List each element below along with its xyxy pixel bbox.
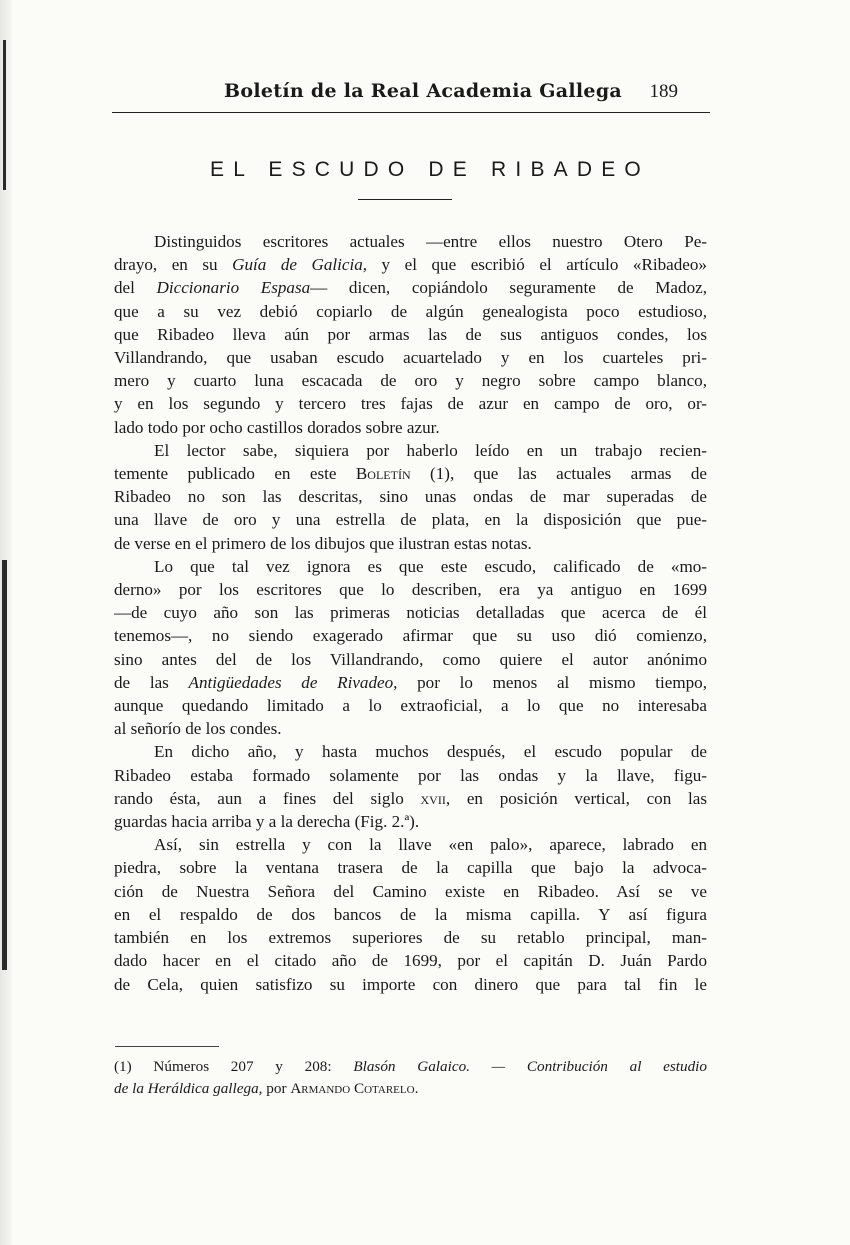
text-run: también en los extremos superiores de su retablo principal, man- xyxy=(114,928,707,948)
text-run: temente publicado en este xyxy=(114,464,356,484)
paragraph-line xyxy=(114,346,707,369)
text-run: de verse en el primero de los dibujos que ilustran estas notas. xyxy=(114,533,532,553)
text-run: de Cela, quien satisfizo su importe con dinero que para tal fin le xyxy=(114,974,707,994)
text-run: de las xyxy=(114,672,189,692)
paragraph-line xyxy=(114,485,707,508)
paragraph-line xyxy=(114,253,707,276)
text-run: (1), que las actuales armas de xyxy=(410,464,707,484)
paragraph-line xyxy=(114,880,707,903)
paragraph-line xyxy=(114,903,707,926)
paragraph-line xyxy=(114,532,707,555)
footnotes xyxy=(114,1056,707,1100)
text-run: sino antes del de los Villandrando, como quiere el autor anónimo xyxy=(114,649,707,669)
footnote-line xyxy=(114,1056,707,1078)
paragraph-line xyxy=(114,555,707,578)
paragraph-line xyxy=(114,392,707,415)
paragraph-line xyxy=(114,369,707,392)
text-run: que Ribadeo lleva aún por armas las de sus antiguos condes, los xyxy=(114,324,707,344)
paragraph-line xyxy=(114,323,707,346)
title-rule xyxy=(358,199,452,200)
text-run: y en los segundo y tercero tres fajas de azur en campo de oro, or- xyxy=(114,394,707,414)
paragraph-line xyxy=(114,671,707,694)
text-run: dado hacer en el citado año de 1699, por el capitán D. Juán Pardo xyxy=(114,951,707,971)
text-run: —de cuyo año son las primeras noticias detalladas que acerca de él xyxy=(114,603,707,623)
smallcaps-run: Boletín xyxy=(355,464,411,484)
paragraph-line xyxy=(114,949,707,972)
text-run: piedra, sobre la ventana trasera de la capilla que bajo la advoca- xyxy=(114,858,707,878)
paragraph-line xyxy=(114,416,707,439)
journal-title: Boletín de la Real Academia Gallega xyxy=(224,80,623,102)
text-run: Así, sin estrella y con la llave «en palo», aparece, labrado en xyxy=(154,835,707,855)
paragraph-line xyxy=(114,648,707,671)
text-run: drayo, en su xyxy=(114,255,233,275)
text-run: . xyxy=(414,1080,419,1097)
paragraph-line xyxy=(114,856,707,879)
paragraph-line xyxy=(114,717,707,740)
paragraph-line xyxy=(114,300,707,323)
text-run: en el respaldo de dos bancos de la misma capilla. Y así figura xyxy=(114,904,707,924)
paragraph-line xyxy=(114,787,707,810)
text-run: En dicho año, y hasta muchos después, el escudo popular de xyxy=(154,742,707,762)
paragraph-line xyxy=(114,276,707,299)
italic-run: Diccionario Espasa xyxy=(156,278,311,298)
footnote-line xyxy=(114,1078,707,1100)
italic-run: Guía de Galicia, xyxy=(232,255,368,275)
italic-run: Blasón Galaico. — Contribución al estudio xyxy=(353,1058,707,1075)
paragraph-line xyxy=(114,578,707,601)
text-run: por xyxy=(262,1080,291,1097)
text-run: rando ésta, aun a fines del siglo xyxy=(114,788,421,808)
text-run: guardas hacia arriba y a la derecha (Fig. 2.ª). xyxy=(114,812,420,832)
text-run: derno» por los escritores que lo describen, era ya antiguo en 1699 xyxy=(114,580,707,600)
text-run: lado todo por ocho castillos dorados sobre azur. xyxy=(114,417,440,437)
italic-run: Antigüedades de Rivadeo, xyxy=(188,672,398,692)
italic-run: de la Heráldica gallega, xyxy=(114,1080,263,1097)
footnote-rule xyxy=(115,1046,219,1047)
paragraph-line xyxy=(114,462,707,485)
text-run: Lo que tal vez ignora es que este escudo, calificado de «mo- xyxy=(154,556,707,576)
text-run: por lo menos al mismo tiempo, xyxy=(397,672,707,692)
text-run: Ribadeo no son las descritas, sino unas ondas de mar superadas de xyxy=(114,487,707,507)
paragraph-line xyxy=(114,624,707,647)
article-title: EL ESCUDO DE RIBADEO xyxy=(210,158,650,181)
text-run: (1) Números 207 y 208: xyxy=(114,1058,354,1075)
text-run: El lector sabe, siquiera por haberlo leído en un trabajo recien- xyxy=(154,440,707,460)
paragraph-line xyxy=(114,926,707,949)
text-run: que a su vez debió copiarlo de algún genealogista poco estudioso, xyxy=(114,301,707,321)
paragraph-line xyxy=(114,508,707,531)
paragraph-line xyxy=(114,694,707,717)
text-run: — dicen, copiándolo seguramente de Madoz, xyxy=(310,278,707,298)
text-run: , en posición vertical, con las xyxy=(445,788,707,808)
text-run: una llave de oro y una estrella de plata, en la disposición que pue- xyxy=(114,510,707,530)
smallcaps-run: Armando Cotarelo xyxy=(290,1080,415,1097)
running-header xyxy=(112,72,710,113)
smallcaps-run: xvii xyxy=(420,788,446,808)
paragraph-line xyxy=(114,740,707,763)
paragraph-line xyxy=(114,973,707,996)
paragraph-line xyxy=(114,439,707,462)
paragraph-line xyxy=(114,810,707,833)
page-number: 189 xyxy=(649,81,678,102)
text-run: tenemos—, no siendo exagerado afirmar que su uso dió comienzo, xyxy=(114,626,707,646)
paragraph-line xyxy=(114,833,707,856)
text-run: ción de Nuestra Señora del Camino existe en Ribadeo. Así se ve xyxy=(114,881,707,901)
text-run: aunque quedando limitado a lo extraoficial, a lo que no interesaba xyxy=(114,696,707,716)
text-run: del xyxy=(114,278,157,298)
paragraph-line xyxy=(114,601,707,624)
scan-edge-mark xyxy=(2,560,7,970)
text-run: al señorío de los condes. xyxy=(114,719,282,739)
text-run: Ribadeo estaba formado solamente por las ondas y la llave, figu- xyxy=(114,765,707,785)
text-run: mero y cuarto luna escacada de oro y negro sobre campo blanco, xyxy=(114,371,707,391)
text-run: y el que escribió el artículo «Ribadeo» xyxy=(367,255,707,275)
paragraph-line xyxy=(114,764,707,787)
paragraph-line xyxy=(114,230,707,253)
article-body xyxy=(114,230,707,996)
scan-edge xyxy=(0,0,12,1245)
text-run: Distinguidos escritores actuales —entre ellos nuestro Otero Pe- xyxy=(154,232,707,251)
text-run: Villandrando, que usaban escudo acuartelado y en los cuarteles pri- xyxy=(114,348,707,368)
